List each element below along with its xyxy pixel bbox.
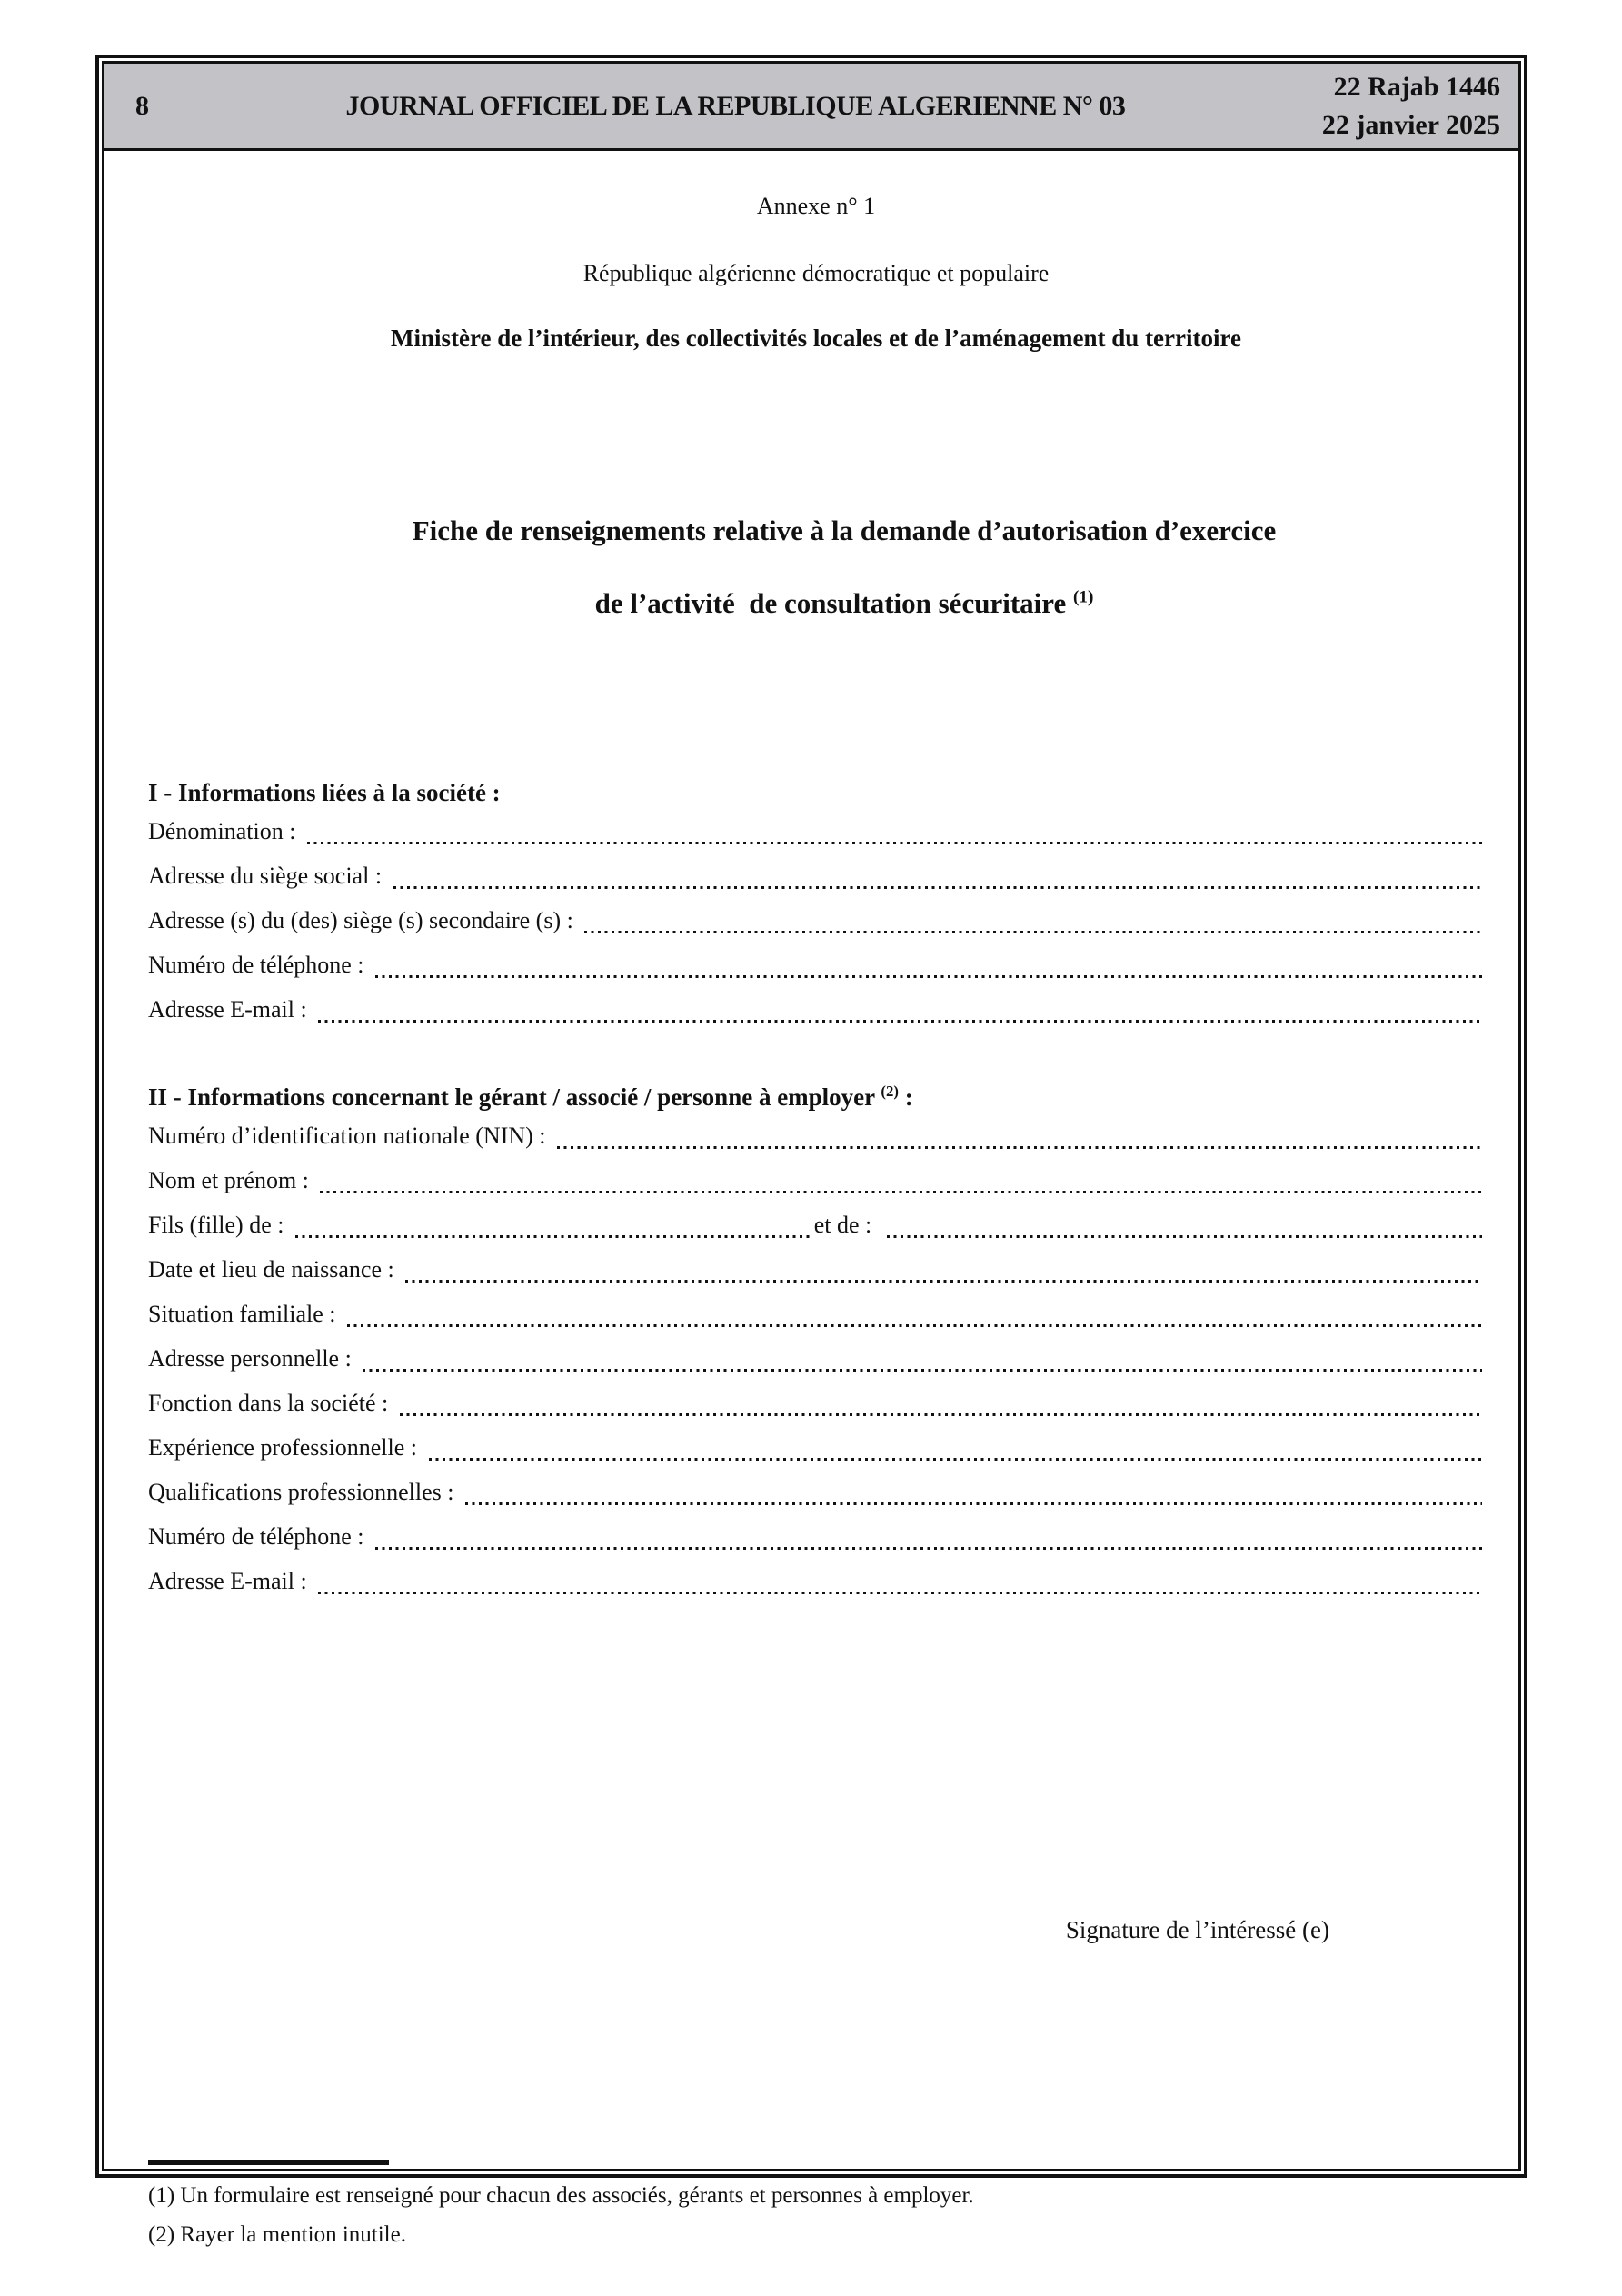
field-telephone-personne bbox=[148, 1514, 1484, 1559]
field-fill-line bbox=[318, 1020, 1482, 1023]
field-email-societe bbox=[148, 987, 1484, 1032]
field-fill-line bbox=[393, 886, 1482, 889]
field-label-et-de: et de : bbox=[813, 1212, 878, 1238]
page-frame-inner bbox=[102, 61, 1521, 2247]
section-2-heading bbox=[148, 1081, 1484, 1113]
field-fill-line bbox=[429, 1458, 1483, 1461]
journal-title: JOURNAL OFFICIEL DE LA REPUBLIQUE ALGERIENNE N° 03 bbox=[345, 90, 1126, 121]
field-email-personne bbox=[148, 1559, 1484, 1603]
footnote-1: (1) Un formulaire est renseigné pour chacun des associés, gérants et personnes à employer. bbox=[148, 2183, 974, 2208]
section-1-fields bbox=[148, 809, 1484, 1032]
field-label: Adresse E-mail : bbox=[148, 1568, 313, 1594]
footnote-ref-2: (2) bbox=[881, 1083, 899, 1100]
field-fill-line bbox=[887, 1235, 1482, 1238]
page-frame bbox=[95, 55, 1527, 2247]
field-label: Numéro d’identification nationale (NIN) : bbox=[148, 1123, 552, 1149]
field-adresse-personnelle bbox=[148, 1336, 1484, 1381]
field-label: Expérience professionnelle : bbox=[148, 1434, 423, 1461]
field-fill-line bbox=[557, 1146, 1482, 1149]
field-label: Date et lieu de naissance : bbox=[148, 1256, 401, 1283]
annexe-heading: Annexe n° 1 bbox=[756, 193, 876, 219]
field-label: Adresse personnelle : bbox=[148, 1345, 358, 1372]
field-label: Adresse du siège social : bbox=[148, 863, 388, 889]
footnote-2: (2) Rayer la mention inutile. bbox=[148, 2222, 406, 2247]
field-naissance bbox=[148, 1247, 1484, 1292]
page-number: 8 bbox=[135, 90, 149, 121]
field-label: Fils (fille) de : bbox=[148, 1212, 290, 1238]
field-situation-familiale bbox=[148, 1292, 1484, 1336]
field-qualifications bbox=[148, 1470, 1484, 1514]
field-telephone-societe bbox=[148, 943, 1484, 987]
field-fill-line bbox=[375, 975, 1482, 978]
field-experience bbox=[148, 1425, 1484, 1470]
footnote-ref-1: (1) bbox=[1072, 587, 1094, 607]
field-fill-line bbox=[347, 1324, 1482, 1327]
form-title-line1: Fiche de renseignements relative à la demande d’autorisation d’exercice bbox=[412, 514, 1277, 546]
republic-line: République algérienne démocratique et populaire bbox=[582, 260, 1050, 286]
field-fill-line bbox=[405, 1280, 1482, 1283]
form-title-line2: de l’activité de consultation sécuritaire bbox=[594, 587, 1073, 619]
field-fill-line bbox=[584, 931, 1482, 933]
header-dates bbox=[1322, 68, 1500, 145]
field-adresse-siege-social bbox=[148, 854, 1484, 898]
field-label: Nom et prénom : bbox=[148, 1167, 315, 1193]
field-adresse-siege-secondaire bbox=[148, 898, 1484, 943]
field-label: Adresse (s) du (des) siège (s) secondaire (s) : bbox=[148, 907, 580, 933]
field-fill-line bbox=[295, 1235, 811, 1238]
section-1-heading: I - Informations liées à la société : bbox=[148, 779, 501, 806]
section-2-heading-text: II - Informations concernant le gérant / associé / personne à employer bbox=[148, 1083, 881, 1111]
field-nom-prenom bbox=[148, 1158, 1484, 1203]
field-fill-line bbox=[375, 1547, 1482, 1550]
field-fill-line bbox=[320, 1191, 1482, 1193]
field-fonction-societe bbox=[148, 1381, 1484, 1425]
date-hijri: 22 Rajab 1446 bbox=[1333, 71, 1500, 102]
ministry-line: Ministère de l’intérieur, des collectivités locales et de l’aménagement du territoire bbox=[391, 324, 1241, 352]
section-2-fields bbox=[148, 1113, 1484, 1603]
field-label: Adresse E-mail : bbox=[148, 996, 313, 1023]
field-label: Qualifications professionnelles : bbox=[148, 1479, 460, 1505]
field-filiation bbox=[148, 1203, 1484, 1247]
form-title bbox=[148, 476, 1484, 658]
field-fill-line bbox=[400, 1413, 1482, 1416]
field-label: Numéro de téléphone : bbox=[148, 952, 371, 978]
journal-header-bar bbox=[104, 64, 1518, 151]
field-label: Numéro de téléphone : bbox=[148, 1523, 371, 1550]
footnote-divider bbox=[148, 2160, 389, 2165]
form-content bbox=[104, 191, 1518, 2254]
field-fill-line bbox=[318, 1592, 1482, 1594]
field-label: Dénomination : bbox=[148, 818, 302, 844]
date-gregorian: 22 janvier 2025 bbox=[1321, 109, 1500, 140]
field-denomination bbox=[148, 809, 1484, 854]
field-nin bbox=[148, 1113, 1484, 1158]
field-label: Situation familiale : bbox=[148, 1301, 343, 1327]
field-label: Fonction dans la société : bbox=[148, 1390, 394, 1416]
footnotes bbox=[148, 2176, 1484, 2254]
field-fill-line bbox=[307, 842, 1482, 844]
field-fill-line bbox=[465, 1502, 1482, 1505]
field-fill-line bbox=[363, 1369, 1482, 1372]
section-2-heading-suffix: : bbox=[898, 1083, 913, 1111]
signature-label: Signature de l’intéressé (e) bbox=[1065, 1916, 1329, 1943]
